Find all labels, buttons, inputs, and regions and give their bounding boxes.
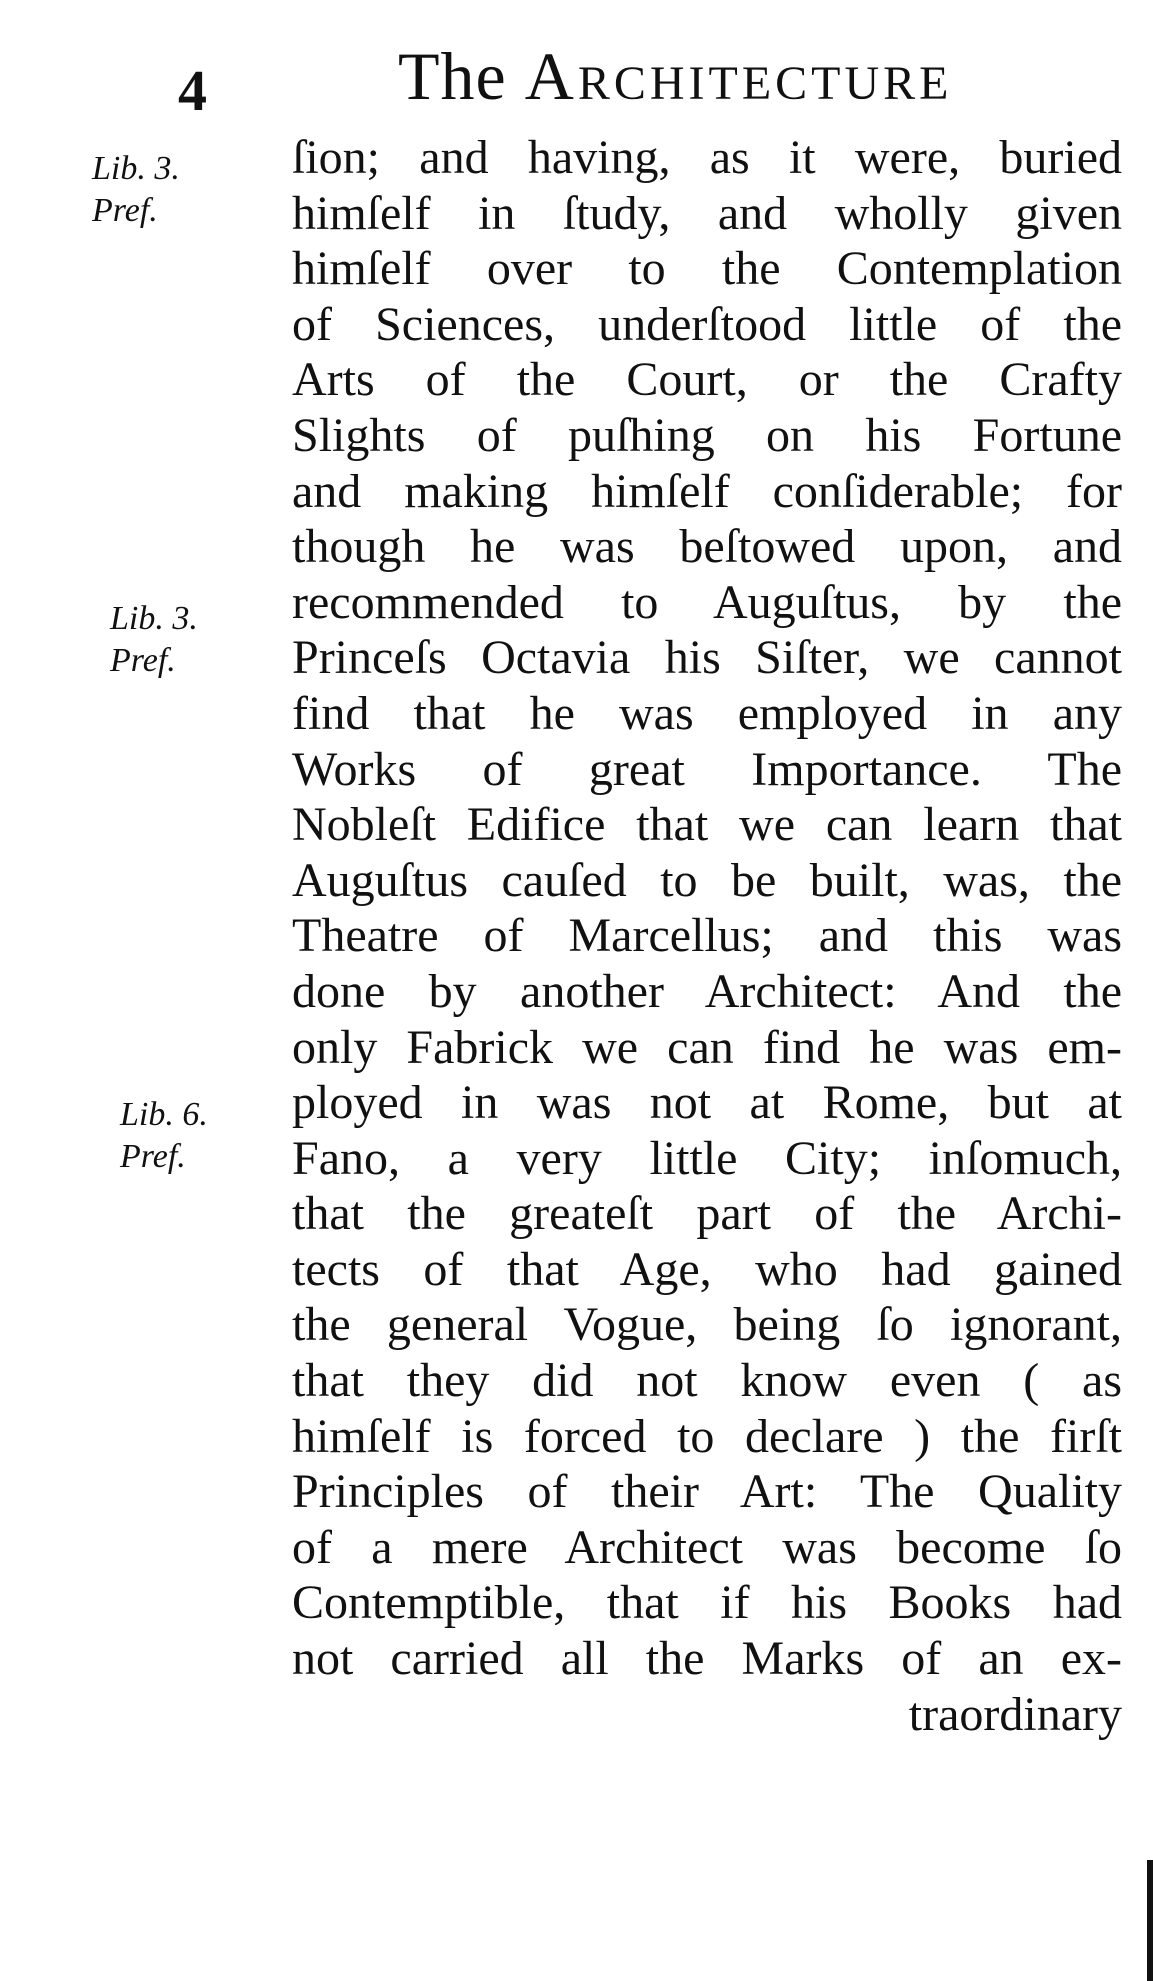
text-line: of Sciences, underſtood little of the	[292, 297, 1122, 351]
margin-note-section: Pref.	[92, 192, 158, 229]
text-line: Theatre of Marcellus; and this was	[292, 909, 1122, 963]
text-line: Contemptible, that if his Books had	[292, 1576, 1122, 1630]
margin-note	[110, 598, 198, 682]
text-line: tects of that Age, who had gained	[292, 1242, 1122, 1296]
text-line: himſelf is forced to declare ) the firſt	[292, 1409, 1122, 1463]
margin-note-book: Lib. 6.	[120, 1096, 208, 1133]
text-line: Works of great Importance. The	[292, 742, 1122, 796]
text-line: not carried all the Marks of an ex-	[292, 1632, 1122, 1686]
margin-note	[92, 148, 180, 232]
text-line: the general Vogue, being ſo ignorant,	[292, 1298, 1122, 1352]
text-line: Principles of their Art: The Quality	[292, 1465, 1122, 1519]
text-line: find that he was employed in any	[292, 686, 1122, 740]
text-line: that they did not know even ( as	[292, 1354, 1122, 1408]
body-text	[292, 130, 1122, 1742]
page-edge-shadow	[1147, 1860, 1153, 1981]
margin-note-book: Lib. 3.	[110, 600, 198, 637]
text-line: Auguſtus cauſed to be built, was, the	[292, 853, 1122, 907]
text-line: of a mere Architect was become ſo	[292, 1520, 1122, 1574]
running-head	[398, 38, 953, 114]
text-line: ſion; and having, as it were, buried	[292, 131, 1122, 184]
text-line: Nobleſt Edifice that we can learn that	[292, 798, 1122, 852]
text-line: ployed in was not at Rome, but at	[292, 1076, 1122, 1130]
running-head-architecture: Architecture	[524, 38, 953, 114]
margin-note-section: Pref.	[110, 642, 176, 679]
text-line: Princeſs Octavia his Siſter, we cannot	[292, 631, 1122, 685]
text-line: Arts of the Court, or the Crafty	[292, 353, 1122, 407]
margin-note	[120, 1094, 208, 1178]
page-number: 4	[178, 58, 207, 123]
text-line: and making himſelf conſiderable; for	[292, 464, 1122, 518]
text-line: only Fabrick we can find he was em-	[292, 1020, 1122, 1074]
text-line: done by another Architect: And the	[292, 964, 1122, 1018]
running-head-the: The	[398, 38, 507, 114]
margin-note-book: Lib. 3.	[92, 150, 180, 187]
text-line: Slights of puſhing on his Fortune	[292, 408, 1122, 462]
text-line: himſelf over to the Contemplation	[292, 242, 1122, 296]
text-line: recommended to Auguſtus, by the	[292, 575, 1122, 629]
catchword: traordinary	[908, 1687, 1122, 1741]
text-line: Fano, a very little City; inſomuch,	[292, 1131, 1122, 1185]
text-line: that the greateſt part of the Archi-	[292, 1187, 1122, 1241]
text-line: though he was beſtowed upon, and	[292, 520, 1122, 574]
text-line: himſelf in ſtudy, and wholly given	[292, 186, 1122, 240]
margin-note-section: Pref.	[120, 1138, 186, 1175]
